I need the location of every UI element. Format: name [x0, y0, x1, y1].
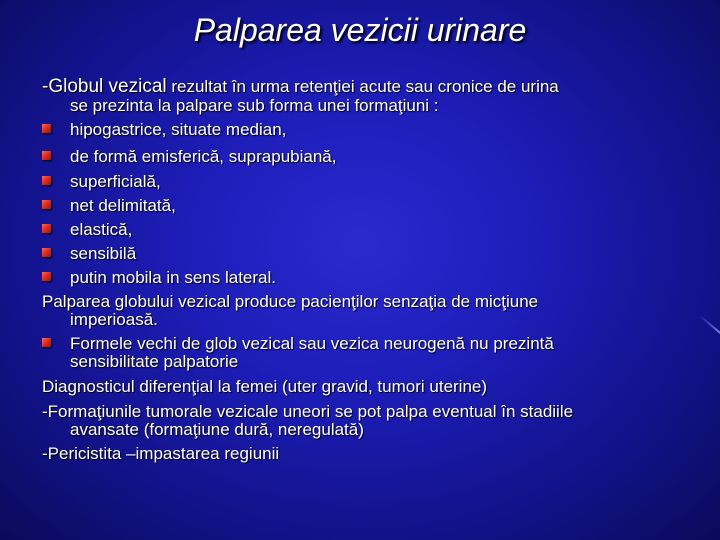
bullet-item: elastică, [70, 220, 133, 239]
paragraph-3: Diagnosticul diferenţial la femei (uter gravid, tumori uterine) [42, 377, 488, 396]
intro-continuation: se prezinta la palpare sub forma unei formaţiuni : [70, 96, 439, 115]
bullet-icon [42, 176, 51, 185]
bullet-icon [42, 338, 51, 347]
bullet-item: sensibilă [70, 244, 137, 263]
paragraph-4-line-1: -Formaţiunile tumorale vezicale uneori se pot palpa eventual în stadiile [42, 402, 574, 421]
intro-prefix: -Globul vezical [42, 76, 167, 97]
bullet-item: superficială, [70, 172, 161, 191]
bullet-item: putin mobila in sens lateral. [70, 268, 277, 287]
bullet-2-line-1: Formele vechi de glob vezical sau vezica neurogenă nu prezintă [70, 334, 554, 353]
bullet-icon [42, 272, 51, 281]
paragraph-5: -Pericistita –impastarea regiunii [42, 444, 280, 463]
bullet-item: de formă emisferică, suprapubiană, [70, 147, 337, 166]
bullet-icon [42, 124, 51, 133]
slide-title: Palparea vezicii urinare [193, 12, 527, 48]
bullet-icon [42, 248, 51, 257]
bullet-2-line-2: sensibilitate palpatorie [70, 352, 239, 371]
bullet-icon [42, 224, 51, 233]
bullet-item: hipogastrice, situate median, [70, 120, 287, 139]
bullet-item: net delimitată, [70, 196, 176, 215]
paragraph-4-line-2: avansate (formaţiune dură, neregulată) [70, 420, 364, 439]
intro-rest: rezultat în urma retenţiei acute sau cronice de urina [166, 77, 559, 96]
paragraph-2-line-2: imperioasă. [70, 310, 158, 329]
intro-line [42, 76, 559, 97]
bullet-icon [42, 200, 51, 209]
paragraph-2-line-1: Palparea globului vezical produce pacienţilor senzaţia de micţiune [42, 292, 539, 311]
bullet-icon [42, 151, 51, 160]
decorative-line [699, 315, 720, 336]
